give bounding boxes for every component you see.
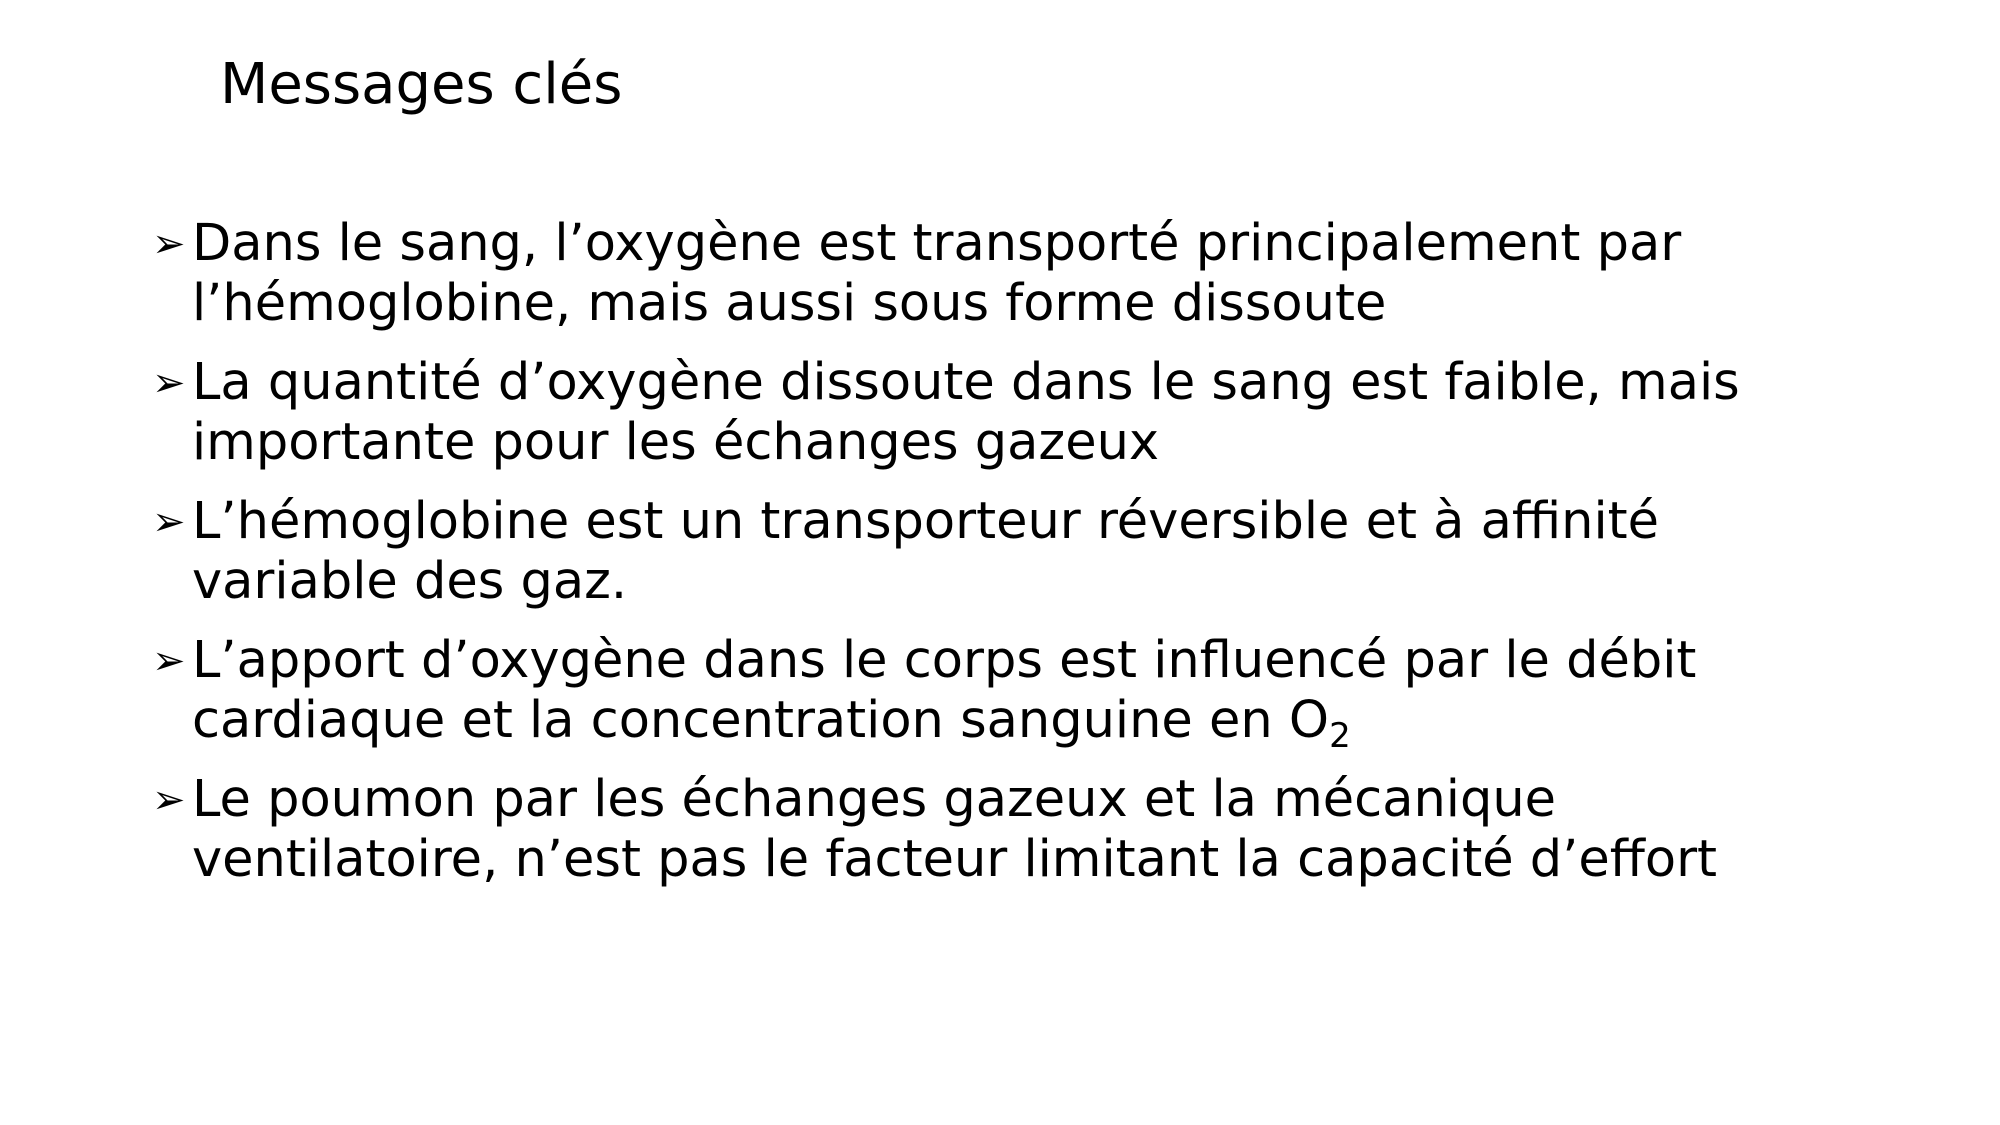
bullet-item	[152, 492, 1952, 612]
arrow-bullet-icon: ➢	[152, 221, 186, 267]
bullet-item	[152, 353, 1952, 473]
bullet-item	[152, 214, 1952, 334]
bullet-text-line: L’hémoglobine est un transporteur réversible et à affinité	[192, 492, 1660, 551]
bullet-text-line: variable des gaz.	[192, 552, 628, 611]
arrow-bullet-icon: ➢	[152, 499, 186, 545]
bullet-text-line: La quantité d’oxygène dissoute dans le sang est faible, mais	[192, 353, 1740, 412]
bullet-text-line: importante pour les échanges gazeux	[192, 413, 1160, 472]
bullet-text-line: Le poumon par les échanges gazeux et la mécanique	[192, 770, 1557, 829]
slide-title: Messages clés	[220, 52, 623, 117]
bullet-text-line: ventilatoire, n’est pas le facteur limitant la capacité d’effort	[192, 830, 1718, 889]
bullet-text-line: Dans le sang, l’oxygène est transporté principalement par	[192, 214, 1682, 273]
bullet-list	[152, 214, 1952, 909]
bullet-item	[152, 631, 1952, 756]
arrow-bullet-icon: ➢	[152, 638, 186, 684]
arrow-bullet-icon: ➢	[152, 360, 186, 406]
oxygen-subscript: 2	[1329, 716, 1351, 756]
arrow-bullet-icon: ➢	[152, 777, 186, 823]
bullet-text-line: L’apport d’oxygène dans le corps est influencé par le débit	[192, 631, 1697, 690]
bullet-text-line: l’hémoglobine, mais aussi sous forme dissoute	[192, 274, 1387, 333]
bullet-item	[152, 770, 1952, 890]
bullet-text-line-with-subscript	[192, 691, 1952, 756]
bullet-text-segment: cardiaque et la concentration sanguine en O	[192, 691, 1330, 750]
